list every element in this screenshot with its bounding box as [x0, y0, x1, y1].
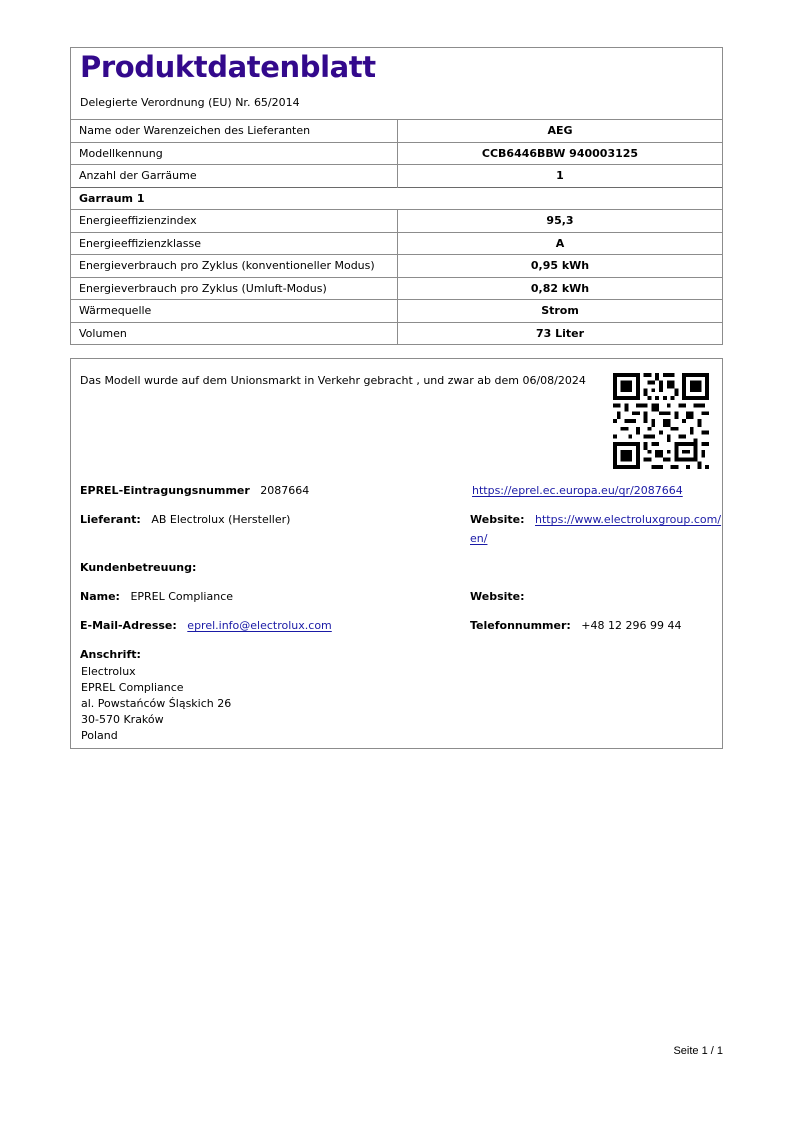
- consumption-conventional-value: 0,95 kWh: [398, 255, 723, 278]
- consumption-conventional-label: Energieverbrauch pro Zyklus (konventioneller Modus): [71, 255, 398, 278]
- website-row: [470, 513, 721, 526]
- model-value: CCB6446BBW 940003125: [398, 142, 723, 165]
- supplier-value: AEG: [398, 120, 723, 143]
- address-line: 30-570 Kraków: [81, 713, 164, 726]
- address-line: al. Powstańców Śląskich 26: [81, 697, 232, 710]
- website-label: Website:: [470, 513, 525, 526]
- website-link[interactable]: https://www.electroluxgroup.com/: [535, 513, 722, 526]
- eei-label: Energieeffizienzindex: [71, 210, 398, 233]
- supplier-info-value: AB Electrolux (Hersteller): [151, 513, 291, 526]
- table-row: [71, 255, 722, 278]
- phone-value: +48 12 296 99 44: [581, 619, 682, 632]
- supplier-info-box: [70, 358, 723, 749]
- table-row: [71, 142, 722, 165]
- cavities-value: 1: [398, 165, 723, 188]
- supplier-row: [80, 513, 290, 526]
- consumption-fan-value: 0,82 kWh: [398, 277, 723, 300]
- customer-service-heading: Kundenbetreuung:: [80, 561, 197, 574]
- eprel-row: [80, 484, 309, 497]
- model-label: Modellkennung: [71, 142, 398, 165]
- email-link[interactable]: eprel.info@electrolux.com: [187, 619, 332, 632]
- eprel-link[interactable]: https://eprel.ec.europa.eu/qr/2087664: [472, 484, 683, 497]
- address-line: EPREL Compliance: [81, 681, 184, 694]
- eei-value: 95,3: [398, 210, 723, 233]
- email-label: E-Mail-Adresse:: [80, 619, 177, 632]
- phone-row: [470, 619, 681, 632]
- energy-class-label: Energieeffizienzklasse: [71, 232, 398, 255]
- table-row: [71, 210, 722, 233]
- section-row: [71, 187, 722, 210]
- phone-label: Telefonnummer:: [470, 619, 571, 632]
- website2-label: Website:: [470, 590, 525, 603]
- table-row: [71, 322, 722, 344]
- section-heading: Garraum 1: [71, 187, 722, 210]
- email-row: [80, 619, 332, 632]
- website-link-continuation[interactable]: en/: [470, 532, 488, 545]
- eprel-label: EPREL-Eintragungsnummer: [80, 484, 250, 497]
- table-row: [71, 232, 722, 255]
- name-row: [80, 590, 233, 603]
- page-title: Produktdatenblatt: [80, 50, 376, 84]
- name-label: Name:: [80, 590, 120, 603]
- page-number: Seite 1 / 1: [673, 1045, 723, 1057]
- address-line: Electrolux: [81, 665, 136, 678]
- address-line: Poland: [81, 729, 118, 742]
- energy-class-value: A: [398, 232, 723, 255]
- table-row: [71, 277, 722, 300]
- volume-value: 73 Liter: [398, 322, 723, 344]
- table-row: [71, 120, 722, 143]
- qr-code-icon[interactable]: [613, 373, 709, 469]
- table-row: [71, 300, 722, 323]
- table-row: [71, 165, 722, 188]
- consumption-fan-label: Energieverbrauch pro Zyklus (Umluft-Modus): [71, 277, 398, 300]
- spec-table: [71, 119, 722, 344]
- name-value: EPREL Compliance: [130, 590, 234, 603]
- cavities-label: Anzahl der Garräume: [71, 165, 398, 188]
- heat-source-value: Strom: [398, 300, 723, 323]
- address-label: Anschrift:: [80, 648, 141, 661]
- market-date-text: Das Modell wurde auf dem Unionsmarkt in Verkehr gebracht , und zwar ab dem 06/08/2024: [80, 374, 586, 387]
- heat-source-label: Wärmequelle: [71, 300, 398, 323]
- supplier-label: Name oder Warenzeichen des Lieferanten: [71, 120, 398, 143]
- volume-label: Volumen: [71, 322, 398, 344]
- eprel-number: 2087664: [260, 484, 310, 497]
- product-data-box: [70, 47, 723, 345]
- supplier-info-label: Lieferant:: [80, 513, 141, 526]
- regulation-subtitle: Delegierte Verordnung (EU) Nr. 65/2014: [80, 96, 300, 109]
